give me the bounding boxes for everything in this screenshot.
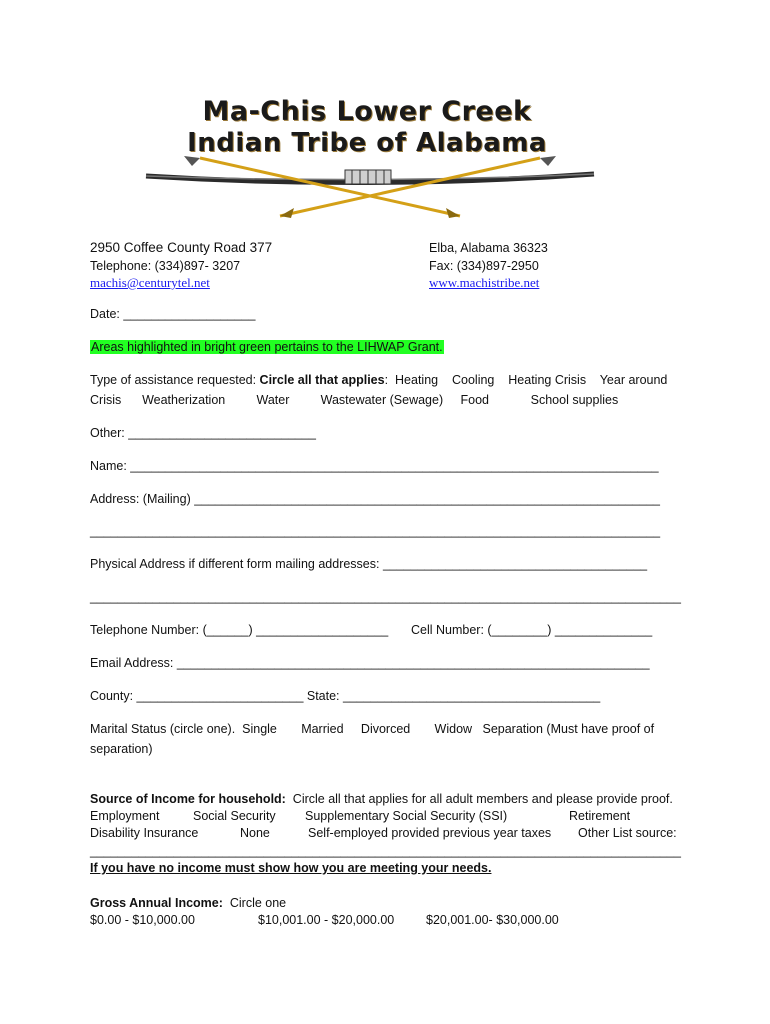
gross-income-heading [90, 896, 286, 910]
income-option-other[interactable]: Other List source: [578, 826, 677, 840]
income-option-none[interactable]: None [240, 826, 270, 840]
mailing-address-line-2[interactable]: __________________________________________________________________________________ [90, 524, 661, 538]
county-state-field[interactable]: County: ________________________ State: _____________________________________ [90, 689, 601, 703]
assistance-prefix: Type of assistance requested: [90, 373, 260, 387]
bow-and-arrows-icon [140, 156, 600, 222]
gross-option-2[interactable]: $10,001.00 - $20,000.00 [258, 913, 395, 927]
income-option-retirement[interactable]: Retirement [569, 809, 631, 823]
income-source-instruction: Circle all that applies for all adult members and please provide proof. [285, 792, 673, 806]
city-state-zip: Elba, Alabama 36323 [429, 241, 548, 255]
assistance-options-2[interactable]: Crisis Weatherization Water Wastewater (Sewage) Food School supplies [90, 393, 619, 407]
telephone: Telephone: (334)897- 3207 [90, 259, 241, 273]
logo-title-line1: Ma-Chis Lower Creek [202, 96, 532, 127]
other-field[interactable]: Other: ___________________________ [90, 426, 316, 440]
gross-option-3[interactable]: $20,001.00- $30,000.00 [426, 913, 559, 927]
cell-number-field[interactable]: Cell Number: (________) ______________ [411, 623, 653, 637]
address: 2950 Coffee County Road 377 [90, 240, 273, 255]
income-source-title: Source of Income for household: [90, 792, 286, 806]
income-source-heading [90, 792, 673, 806]
gross-option-1[interactable]: $0.00 - $10,000.00 [90, 913, 195, 927]
income-option-disability[interactable]: Disability Insurance [90, 826, 199, 840]
no-income-note-text: If you have no income must show how you are meeting your needs. [90, 861, 492, 875]
income-option-self-employed[interactable]: Self-employed provided previous year taxes [308, 826, 552, 840]
marital-status-continued: separation) [90, 742, 153, 756]
income-option-ssi[interactable]: Supplementary Social Security (SSI) [305, 809, 508, 823]
email-link[interactable]: machis@centurytel.net [90, 275, 210, 290]
income-option-social-security[interactable]: Social Security [193, 809, 276, 823]
gross-income-instruction: Circle one [222, 896, 287, 910]
mailing-address-field[interactable]: Address: (Mailing) ___________________________________________________________________ [90, 492, 660, 506]
telephone-number-field[interactable]: Telephone Number: (______) ___________________ [90, 623, 389, 637]
assistance-options-1: : Heating Cooling Heating Crisis Year around [384, 373, 668, 387]
fax: Fax: (334)897-2950 [429, 259, 539, 273]
assistance-line-1 [90, 373, 667, 387]
marital-status-options[interactable]: Marital Status (circle one). Single Married Divorced Widow Separation (Must have proof of [90, 722, 655, 736]
name-field[interactable]: Name: ____________________________________________________________________________ [90, 459, 659, 473]
highlight-note [90, 340, 444, 354]
highlight-note-text: Areas highlighted in bright green pertains to the LIHWAP Grant. [91, 340, 443, 354]
physical-address-field[interactable]: Physical Address if different form mailing addresses: ______________________________________ [90, 557, 648, 571]
gross-income-title: Gross Annual Income: [90, 896, 223, 910]
assistance-instruction: Circle all that applies [259, 373, 385, 387]
logo-title-line2: Indian Tribe of Alabama [187, 128, 547, 158]
no-income-note [90, 861, 491, 875]
income-other-blank[interactable]: _____________________________________________________________________________________ [90, 844, 681, 858]
income-option-employment[interactable]: Employment [90, 809, 160, 823]
physical-address-line-2[interactable]: _____________________________________________________________________________________ [90, 590, 681, 604]
website-link[interactable]: www.machistribe.net [429, 275, 540, 290]
date-field[interactable]: Date: ___________________ [90, 307, 256, 321]
email-address-field[interactable]: Email Address: ____________________________________________________________________ [90, 656, 650, 670]
